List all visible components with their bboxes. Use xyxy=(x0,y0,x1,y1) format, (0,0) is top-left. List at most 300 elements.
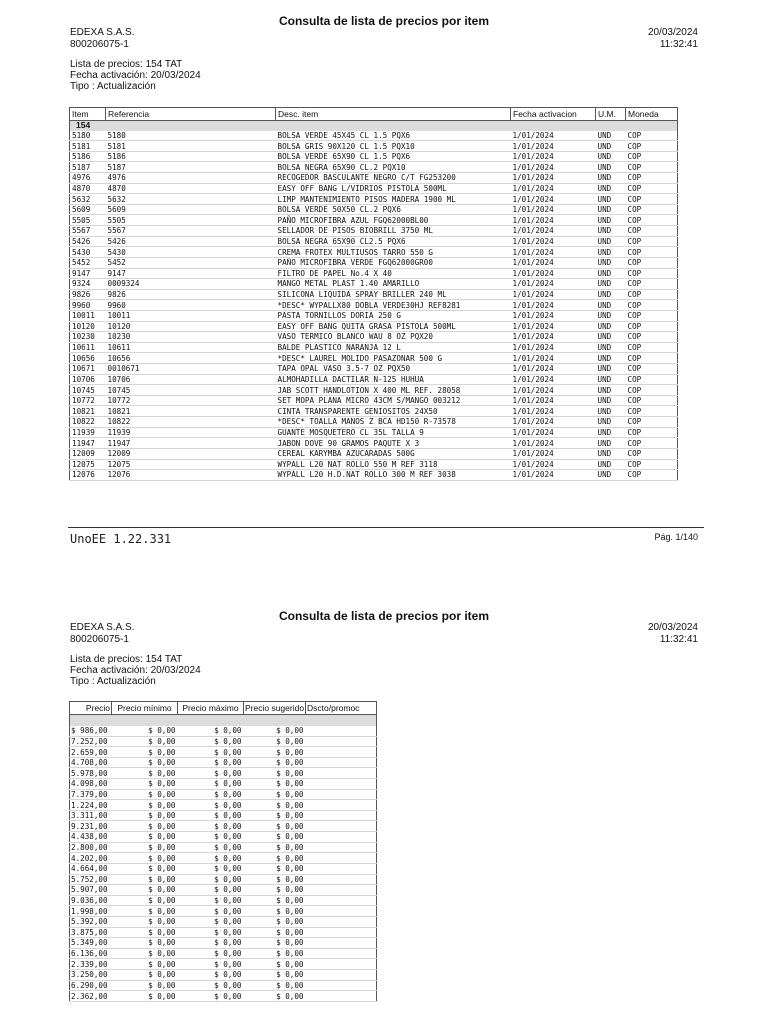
max-price: $ 0,00 xyxy=(178,970,244,981)
item-reference: 10611 xyxy=(106,342,276,353)
suggested-price: $ 0,00 xyxy=(244,927,306,938)
item-unit: UND xyxy=(596,364,626,375)
company-name: EDEXA S.A.S. xyxy=(70,622,135,633)
item-description: VASO TERMICO BLANCO WAU 8 OZ PQX20 xyxy=(276,332,511,343)
item-activation-date: 1/01/2024 xyxy=(511,321,596,332)
item-description: SELLADOR DE PISOS BIOBRILL 3750 ML xyxy=(276,226,511,237)
item-description: LIMP MANTENIMIENTO PISOS MADERA 1900 ML xyxy=(276,194,511,205)
item-currency: COP xyxy=(626,332,678,343)
table-row xyxy=(70,863,377,874)
max-price: $ 0,00 xyxy=(178,885,244,896)
item-reference: 10230 xyxy=(106,332,276,343)
item-activation-date: 1/01/2024 xyxy=(511,194,596,205)
table-row xyxy=(70,183,678,194)
max-price: $ 0,00 xyxy=(178,959,244,970)
item-description: BOLSA NEGRA 65X90 CL2.5 PQX6 xyxy=(276,236,511,247)
item-code: 10011 xyxy=(70,310,106,321)
price-value: 1.224,00 xyxy=(70,800,112,811)
item-activation-date: 1/01/2024 xyxy=(511,353,596,364)
item-unit: UND xyxy=(596,310,626,321)
item-activation-date: 1/01/2024 xyxy=(511,364,596,375)
item-description: BALDE PLASTICO NARANJA 12 L xyxy=(276,342,511,353)
group-spacer xyxy=(70,715,377,727)
item-currency: COP xyxy=(626,183,678,194)
min-price: $ 0,00 xyxy=(112,948,178,959)
item-currency: COP xyxy=(626,289,678,300)
item-reference: 10822 xyxy=(106,417,276,428)
type-label: Tipo : Actualización xyxy=(70,676,156,687)
price-list-label: Lista de precios: 154 TAT xyxy=(70,654,183,665)
table-row xyxy=(70,257,678,268)
table-row xyxy=(70,874,377,885)
item-reference: 9826 xyxy=(106,289,276,300)
report-datetime xyxy=(648,27,698,51)
item-unit: UND xyxy=(596,141,626,152)
item-activation-date: 1/01/2024 xyxy=(511,173,596,184)
list-info xyxy=(70,654,201,687)
discount-promo xyxy=(306,779,377,790)
item-activation-date: 1/01/2024 xyxy=(511,151,596,162)
item-code: 5180 xyxy=(70,131,106,141)
item-currency: COP xyxy=(626,310,678,321)
price-value: 6.136,00 xyxy=(70,948,112,959)
price-value: 5.978,00 xyxy=(70,768,112,779)
item-reference: 0009324 xyxy=(106,279,276,290)
item-reference: 5181 xyxy=(106,141,276,152)
item-reference: 12076 xyxy=(106,470,276,481)
item-reference: 12009 xyxy=(106,448,276,459)
discount-promo xyxy=(306,959,377,970)
item-activation-date: 1/01/2024 xyxy=(511,300,596,311)
group-row xyxy=(70,121,678,131)
item-activation-date: 1/01/2024 xyxy=(511,268,596,279)
max-price: $ 0,00 xyxy=(178,842,244,853)
discount-promo xyxy=(306,874,377,885)
activation-date-label: Fecha activación: 20/03/2024 xyxy=(70,665,201,676)
discount-promo xyxy=(306,747,377,758)
item-activation-date: 1/01/2024 xyxy=(511,406,596,417)
col-referencia: Referencia xyxy=(106,108,276,121)
table-row xyxy=(70,800,377,811)
item-code: 10772 xyxy=(70,395,106,406)
item-description: BOLSA VERDE 65X90 CL 1.5 PQX6 xyxy=(276,151,511,162)
table-row xyxy=(70,268,678,279)
discount-promo xyxy=(306,895,377,906)
item-code: 5187 xyxy=(70,162,106,173)
table-row xyxy=(70,279,678,290)
item-code: 5186 xyxy=(70,151,106,162)
suggested-price: $ 0,00 xyxy=(244,726,306,736)
price-list-label: Lista de precios: 154 TAT xyxy=(70,59,183,70)
system-version: UnoEE 1.22.331 xyxy=(70,532,172,546)
item-description: BOLSA VERDE 50X50 CL.2 PQX6 xyxy=(276,204,511,215)
table-row xyxy=(70,470,678,481)
report-datetime xyxy=(648,622,698,646)
max-price: $ 0,00 xyxy=(178,768,244,779)
item-reference: 5505 xyxy=(106,215,276,226)
table-row xyxy=(70,842,377,853)
col-precio-minimo: Precio mínimo xyxy=(112,702,178,715)
table-row xyxy=(70,173,678,184)
item-currency: COP xyxy=(626,162,678,173)
item-unit: UND xyxy=(596,321,626,332)
suggested-price: $ 0,00 xyxy=(244,863,306,874)
item-description: SET MOPA PLANA MICRO 43CM S/MANGO 003212 xyxy=(276,395,511,406)
table-row xyxy=(70,215,678,226)
table-row xyxy=(70,991,377,1002)
item-unit: UND xyxy=(596,353,626,364)
item-reference: 5609 xyxy=(106,204,276,215)
min-price: $ 0,00 xyxy=(112,747,178,758)
discount-promo xyxy=(306,938,377,949)
item-description: CINTA TRANSPARENTE GENIOSITOS 24X50 xyxy=(276,406,511,417)
table-row xyxy=(70,141,678,152)
item-unit: UND xyxy=(596,183,626,194)
max-price: $ 0,00 xyxy=(178,832,244,843)
min-price: $ 0,00 xyxy=(112,938,178,949)
max-price: $ 0,00 xyxy=(178,980,244,991)
item-description: *DESC* TOALLA MANOS Z BCA HD150 R-73578 xyxy=(276,417,511,428)
col-moneda: Moneda xyxy=(626,108,678,121)
item-currency: COP xyxy=(626,279,678,290)
item-reference: 9960 xyxy=(106,300,276,311)
item-currency: COP xyxy=(626,151,678,162)
price-value: 7.379,00 xyxy=(70,789,112,800)
price-value: 5.392,00 xyxy=(70,916,112,927)
table-row xyxy=(70,779,377,790)
items-table-header xyxy=(70,108,678,121)
suggested-price: $ 0,00 xyxy=(244,991,306,1002)
item-reference: 0010671 xyxy=(106,364,276,375)
item-reference: 10745 xyxy=(106,385,276,396)
discount-promo xyxy=(306,980,377,991)
table-row xyxy=(70,959,377,970)
item-unit: UND xyxy=(596,459,626,470)
item-activation-date: 1/01/2024 xyxy=(511,215,596,226)
item-reference: 4976 xyxy=(106,173,276,184)
price-value: 5.907,00 xyxy=(70,885,112,896)
min-price: $ 0,00 xyxy=(112,736,178,747)
table-row xyxy=(70,289,678,300)
item-unit: UND xyxy=(596,332,626,343)
price-value: 4.708,00 xyxy=(70,757,112,768)
table-row xyxy=(70,885,377,896)
discount-promo xyxy=(306,768,377,779)
item-currency: COP xyxy=(626,417,678,428)
item-description: ALMOHADILLA DACTILAR N-125 HUHUA xyxy=(276,374,511,385)
suggested-price: $ 0,00 xyxy=(244,959,306,970)
table-row xyxy=(70,162,678,173)
item-code: 9147 xyxy=(70,268,106,279)
item-activation-date: 1/01/2024 xyxy=(511,332,596,343)
suggested-price: $ 0,00 xyxy=(244,800,306,811)
max-price: $ 0,00 xyxy=(178,779,244,790)
table-row xyxy=(70,236,678,247)
item-currency: COP xyxy=(626,406,678,417)
item-code: 5452 xyxy=(70,257,106,268)
items-table xyxy=(69,107,678,481)
table-row xyxy=(70,332,678,343)
item-reference: 5426 xyxy=(106,236,276,247)
discount-promo xyxy=(306,853,377,864)
item-unit: UND xyxy=(596,385,626,396)
suggested-price: $ 0,00 xyxy=(244,874,306,885)
item-currency: COP xyxy=(626,470,678,481)
suggested-price: $ 0,00 xyxy=(244,916,306,927)
item-activation-date: 1/01/2024 xyxy=(511,162,596,173)
table-row xyxy=(70,970,377,981)
price-value: 2.800,00 xyxy=(70,842,112,853)
price-value: 1.998,00 xyxy=(70,906,112,917)
table-row xyxy=(70,726,377,736)
max-price: $ 0,00 xyxy=(178,800,244,811)
discount-promo xyxy=(306,885,377,896)
col-item: Item xyxy=(70,108,106,121)
item-code: 12075 xyxy=(70,459,106,470)
item-unit: UND xyxy=(596,448,626,459)
min-price: $ 0,00 xyxy=(112,768,178,779)
item-currency: COP xyxy=(626,374,678,385)
item-currency: COP xyxy=(626,448,678,459)
table-row xyxy=(70,131,678,141)
item-activation-date: 1/01/2024 xyxy=(511,427,596,438)
price-value: 4.202,00 xyxy=(70,853,112,864)
max-price: $ 0,00 xyxy=(178,736,244,747)
item-reference: 5567 xyxy=(106,226,276,237)
item-code: 4870 xyxy=(70,183,106,194)
suggested-price: $ 0,00 xyxy=(244,842,306,853)
table-row xyxy=(70,832,377,843)
discount-promo xyxy=(306,726,377,736)
item-activation-date: 1/01/2024 xyxy=(511,141,596,152)
item-currency: COP xyxy=(626,268,678,279)
item-code: 10230 xyxy=(70,332,106,343)
min-price: $ 0,00 xyxy=(112,916,178,927)
item-code: 5567 xyxy=(70,226,106,237)
item-unit: UND xyxy=(596,162,626,173)
table-row xyxy=(70,821,377,832)
item-reference: 5632 xyxy=(106,194,276,205)
max-price: $ 0,00 xyxy=(178,863,244,874)
item-reference: 9147 xyxy=(106,268,276,279)
table-row xyxy=(70,406,678,417)
suggested-price: $ 0,00 xyxy=(244,948,306,959)
min-price: $ 0,00 xyxy=(112,906,178,917)
max-price: $ 0,00 xyxy=(178,810,244,821)
col-dscto-promoc: Dscto/promoc xyxy=(306,702,377,715)
table-row xyxy=(70,789,377,800)
item-unit: UND xyxy=(596,268,626,279)
discount-promo xyxy=(306,842,377,853)
item-currency: COP xyxy=(626,236,678,247)
max-price: $ 0,00 xyxy=(178,821,244,832)
item-reference: 11947 xyxy=(106,438,276,449)
item-activation-date: 1/01/2024 xyxy=(511,204,596,215)
table-row xyxy=(70,194,678,205)
item-code: 10656 xyxy=(70,353,106,364)
item-reference: 5186 xyxy=(106,151,276,162)
item-reference: 10656 xyxy=(106,353,276,364)
item-unit: UND xyxy=(596,427,626,438)
item-currency: COP xyxy=(626,342,678,353)
max-price: $ 0,00 xyxy=(178,991,244,1002)
price-value: 9.231,00 xyxy=(70,821,112,832)
price-value: 7.252,00 xyxy=(70,736,112,747)
table-row xyxy=(70,810,377,821)
min-price: $ 0,00 xyxy=(112,885,178,896)
min-price: $ 0,00 xyxy=(112,959,178,970)
table-row xyxy=(70,459,678,470)
item-unit: UND xyxy=(596,194,626,205)
item-code: 11947 xyxy=(70,438,106,449)
group-row xyxy=(70,715,377,727)
item-code: 5426 xyxy=(70,236,106,247)
table-row xyxy=(70,226,678,237)
item-description: GUANTE MOSQUETERO CL 35L TALLA 9 xyxy=(276,427,511,438)
item-code: 9960 xyxy=(70,300,106,311)
max-price: $ 0,00 xyxy=(178,948,244,959)
min-price: $ 0,00 xyxy=(112,726,178,736)
item-currency: COP xyxy=(626,300,678,311)
max-price: $ 0,00 xyxy=(178,853,244,864)
price-value: 4.438,00 xyxy=(70,832,112,843)
item-unit: UND xyxy=(596,226,626,237)
table-row xyxy=(70,757,377,768)
report-page-2 xyxy=(0,595,768,1024)
table-row xyxy=(70,895,377,906)
price-value: 3.311,00 xyxy=(70,810,112,821)
discount-promo xyxy=(306,736,377,747)
item-description: RECOGEDOR BASCULANTE NEGRO C/T FG253200 xyxy=(276,173,511,184)
table-row xyxy=(70,395,678,406)
item-code: 12009 xyxy=(70,448,106,459)
item-code: 9324 xyxy=(70,279,106,290)
suggested-price: $ 0,00 xyxy=(244,938,306,949)
item-activation-date: 1/01/2024 xyxy=(511,289,596,300)
item-description: MANGO METAL PLAST 1.40 AMARILLO xyxy=(276,279,511,290)
group-label: 154 xyxy=(70,121,678,131)
table-row xyxy=(70,448,678,459)
min-price: $ 0,00 xyxy=(112,821,178,832)
report-date: 20/03/2024 xyxy=(647,622,698,633)
max-price: $ 0,00 xyxy=(178,726,244,736)
item-activation-date: 1/01/2024 xyxy=(511,279,596,290)
prices-table xyxy=(69,701,377,1002)
suggested-price: $ 0,00 xyxy=(244,747,306,758)
discount-promo xyxy=(306,948,377,959)
item-reference: 10011 xyxy=(106,310,276,321)
item-activation-date: 1/01/2024 xyxy=(511,131,596,141)
item-reference: 5452 xyxy=(106,257,276,268)
item-activation-date: 1/01/2024 xyxy=(511,395,596,406)
type-label: Tipo : Actualización xyxy=(70,81,156,92)
item-currency: COP xyxy=(626,427,678,438)
item-reference: 4870 xyxy=(106,183,276,194)
item-description: WYPALL L20 H.D.NAT ROLLO 300 M REF 3038 xyxy=(276,470,511,481)
table-row xyxy=(70,364,678,375)
item-code: 10745 xyxy=(70,385,106,396)
discount-promo xyxy=(306,863,377,874)
item-activation-date: 1/01/2024 xyxy=(511,374,596,385)
item-description: EASY OFF BANG QUITA GRASA PISTOLA 500ML xyxy=(276,321,511,332)
item-unit: UND xyxy=(596,215,626,226)
item-description: PAÑO MICROFIBRA VERDE FGQ62000GR00 xyxy=(276,257,511,268)
price-value: 4.664,00 xyxy=(70,863,112,874)
item-reference: 10706 xyxy=(106,374,276,385)
discount-promo xyxy=(306,757,377,768)
item-code: 10822 xyxy=(70,417,106,428)
max-price: $ 0,00 xyxy=(178,874,244,885)
price-value: 2.339,00 xyxy=(70,959,112,970)
suggested-price: $ 0,00 xyxy=(244,895,306,906)
item-unit: UND xyxy=(596,236,626,247)
table-row xyxy=(70,385,678,396)
item-reference: 11939 xyxy=(106,427,276,438)
suggested-price: $ 0,00 xyxy=(244,736,306,747)
item-unit: UND xyxy=(596,257,626,268)
item-unit: UND xyxy=(596,151,626,162)
item-currency: COP xyxy=(626,131,678,141)
col-precio-sugerido: Precio sugerido xyxy=(245,703,305,713)
item-reference: 5430 xyxy=(106,247,276,258)
item-description: CREMA FROTEX MULTIUSOS TARRO 550 G xyxy=(276,247,511,258)
item-code: 4976 xyxy=(70,173,106,184)
item-currency: COP xyxy=(626,204,678,215)
report-title: Consulta de lista de precios por item xyxy=(278,14,490,28)
table-row xyxy=(70,204,678,215)
item-unit: UND xyxy=(596,417,626,428)
discount-promo xyxy=(306,906,377,917)
item-code: 10611 xyxy=(70,342,106,353)
price-value: 6.290,00 xyxy=(70,980,112,991)
item-activation-date: 1/01/2024 xyxy=(511,417,596,428)
item-code: 10821 xyxy=(70,406,106,417)
max-price: $ 0,00 xyxy=(178,789,244,800)
item-code: 10120 xyxy=(70,321,106,332)
list-info xyxy=(70,59,201,92)
min-price: $ 0,00 xyxy=(112,970,178,981)
col-desc: Desc. item xyxy=(276,108,511,121)
item-currency: COP xyxy=(626,385,678,396)
company-name: EDEXA S.A.S. xyxy=(70,27,135,38)
item-reference: 10120 xyxy=(106,321,276,332)
min-price: $ 0,00 xyxy=(112,991,178,1002)
price-value: 3.875,00 xyxy=(70,927,112,938)
col-precio-maximo: Precio máximo xyxy=(178,702,244,715)
suggested-price: $ 0,00 xyxy=(244,980,306,991)
item-description: TAPA OPAL VASO 3.5-7 OZ PQX50 xyxy=(276,364,511,375)
max-price: $ 0,00 xyxy=(178,916,244,927)
report-title: Consulta de lista de precios por item xyxy=(278,609,490,623)
item-description: WYPALL L20 NAT ROLLO 550 M REF 3118 xyxy=(276,459,511,470)
item-reference: 5180 xyxy=(106,131,276,141)
table-row xyxy=(70,736,377,747)
item-activation-date: 1/01/2024 xyxy=(511,257,596,268)
item-code: 9826 xyxy=(70,289,106,300)
suggested-price: $ 0,00 xyxy=(244,853,306,864)
price-value: 4.098,00 xyxy=(70,779,112,790)
item-unit: UND xyxy=(596,374,626,385)
item-unit: UND xyxy=(596,131,626,141)
min-price: $ 0,00 xyxy=(112,800,178,811)
item-activation-date: 1/01/2024 xyxy=(511,459,596,470)
min-price: $ 0,00 xyxy=(112,863,178,874)
price-value: 3.250,00 xyxy=(70,970,112,981)
item-currency: COP xyxy=(626,257,678,268)
company-block xyxy=(70,27,134,51)
price-value: 9.036,00 xyxy=(70,895,112,906)
item-description: EASY OFF BANG L/VIDRIOS PISTOLA 500ML xyxy=(276,183,511,194)
